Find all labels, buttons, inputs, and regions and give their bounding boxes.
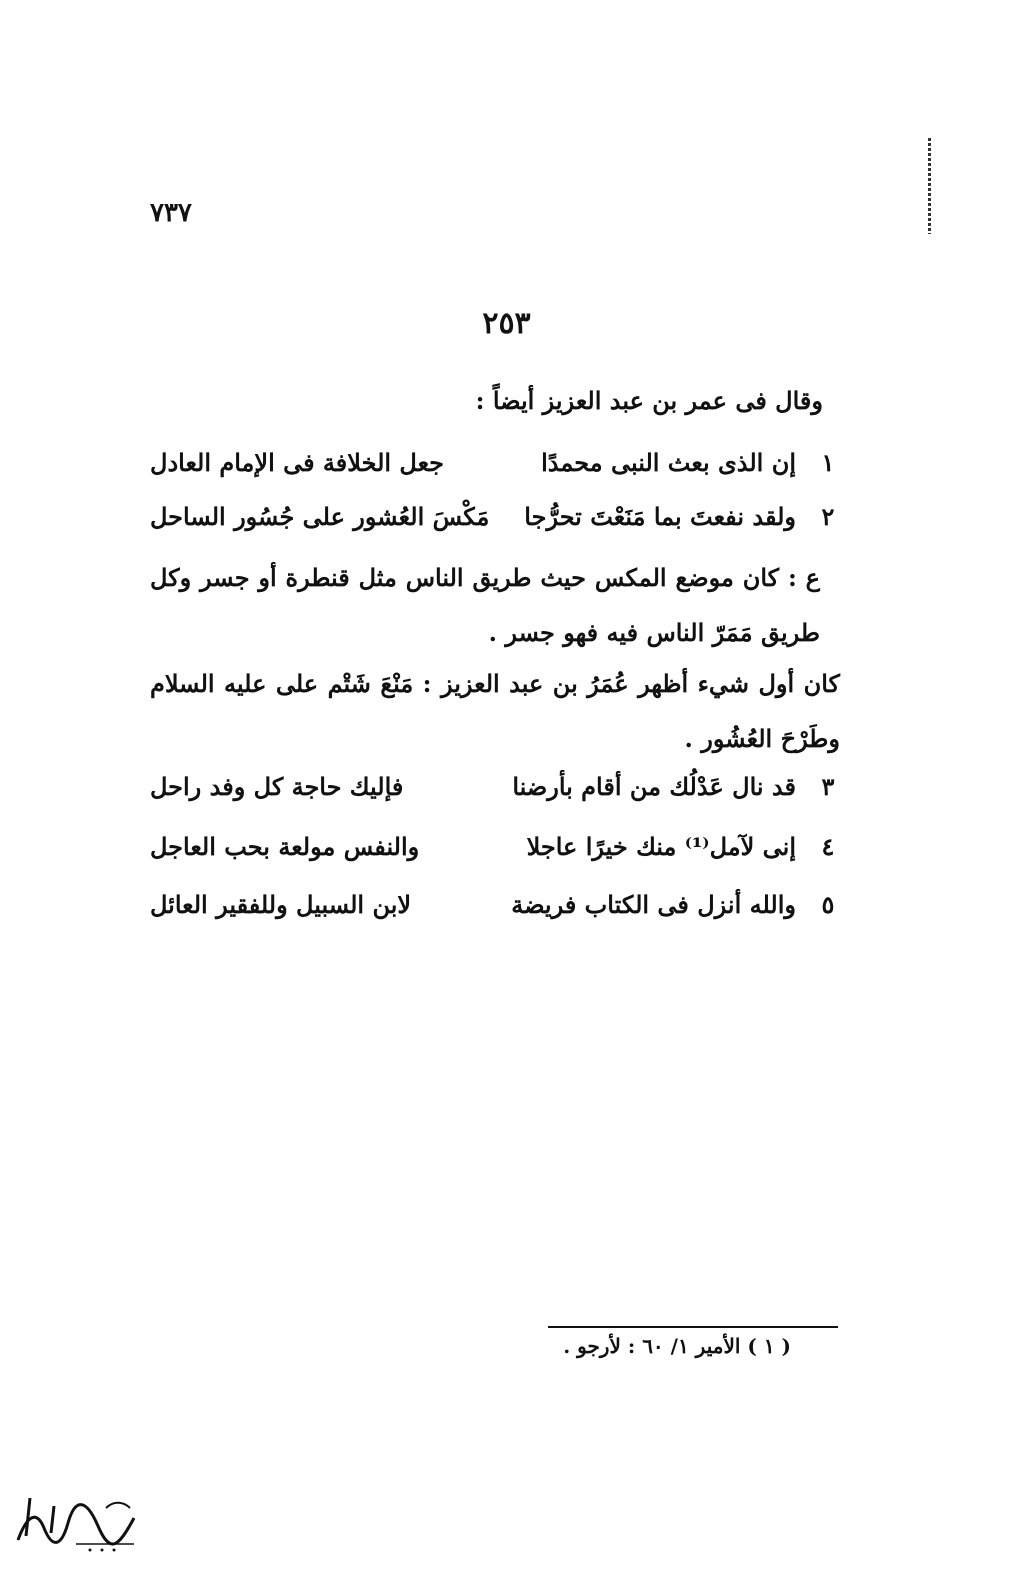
commentary-paragraph-2 (150, 656, 840, 766)
footnote-divider (548, 1326, 838, 1328)
verse-number: ٣ (821, 772, 835, 801)
poem-intro: وقال فى عمر بن عبد العزيز أيضاً : (475, 386, 823, 415)
poem-number: ٢٥٣ (482, 306, 531, 341)
first-hemistich: والله أنزل فى الكتاب فريضة (511, 890, 796, 919)
first-hemistich: قد نال عَدْلُك من أقام بأرضنا (512, 772, 796, 801)
verse-number: ٢ (821, 502, 835, 531)
calligraphy-logo (6, 1478, 146, 1558)
first-hemistich: إن الذى بعث النبى محمدًا (541, 448, 796, 477)
verse-line-3 (150, 772, 840, 812)
second-hemistich: لابن السبيل وللفقير العائل (150, 890, 412, 919)
first-hemistich: إنى لآمل⁽¹⁾ منك خيرًا عاجلا (526, 832, 796, 861)
first-hemistich: ولقد نفعتَ بما مَنَعْتَ تحرُّجا (524, 502, 796, 531)
verse-number: ٥ (821, 890, 835, 919)
scan-edge-mark (928, 138, 931, 234)
second-hemistich: مَكْسَ العُشور على جُسُور الساحل (150, 502, 490, 531)
second-hemistich: فإليك حاجة كل وفد راحل (150, 772, 404, 801)
verse-line-5 (150, 890, 840, 930)
verse-number: ٤ (821, 832, 835, 861)
commentary-text: كان أول شيء أظهر عُمَرُ بن عبد العزيز : مَنْعَ شَتْم على عليه السلام وطَرْحَ العُشُور . (150, 669, 840, 753)
verse-line-2 (150, 502, 840, 542)
second-hemistich: جعل الخلافة فى الإمام العادل (150, 448, 444, 477)
commentary-text: ع : كان موضع المكس حيث طريق الناس مثل قنطرة أو جسر وكل طريق مَمَرّ الناس فيه فهو جسر . (150, 563, 820, 647)
commentary-paragraph-1 (150, 550, 840, 660)
footnote: ( ١ ) الأمير ١/ ٦٠ : لأرجو . (563, 1334, 791, 1358)
calligraphy-icon (6, 1478, 146, 1558)
page-number: ٧٣٧ (150, 198, 192, 228)
verse-line-1 (150, 448, 840, 488)
second-hemistich: والنفس مولعة بحب العاجل (150, 832, 420, 861)
verse-number: ١ (821, 448, 835, 477)
verse-line-4 (150, 832, 840, 872)
